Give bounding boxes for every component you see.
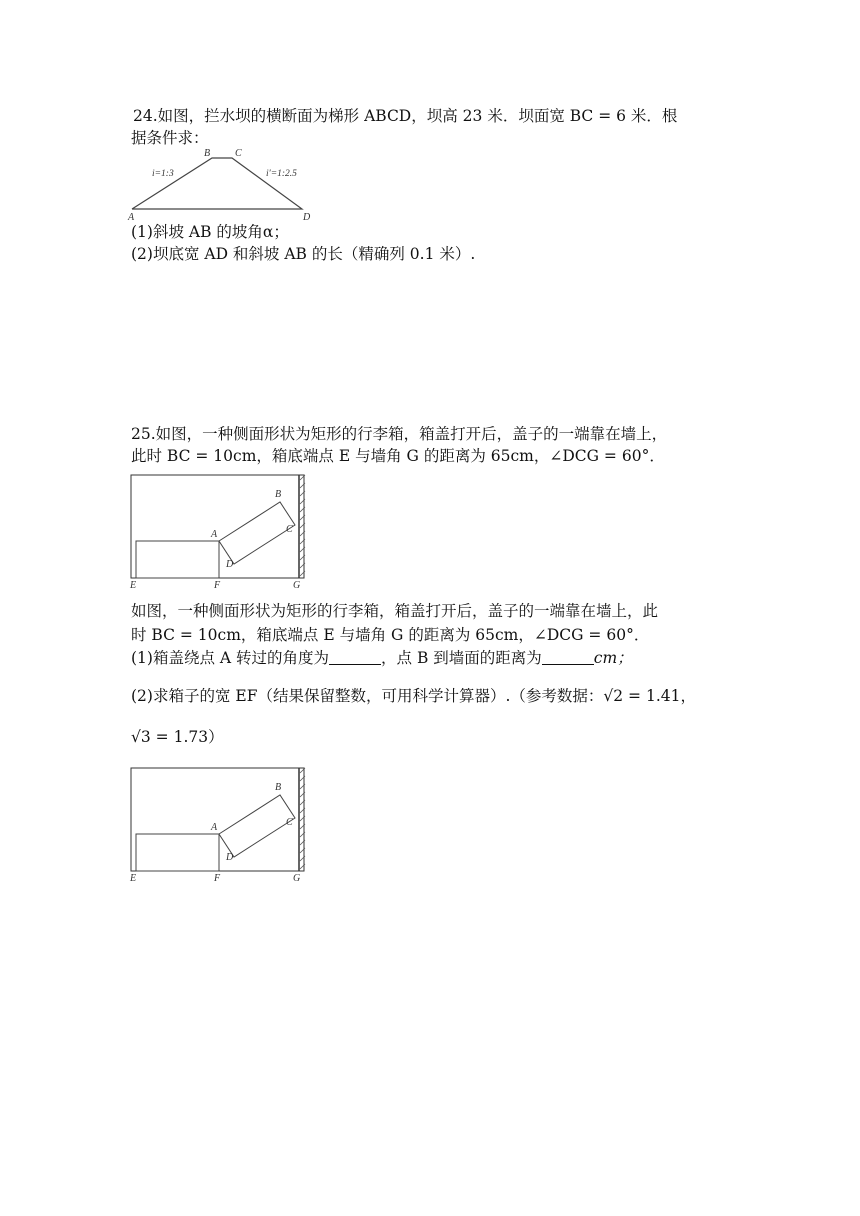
label-F: F xyxy=(214,580,221,591)
suitcase-diagram-2 xyxy=(128,767,308,883)
label-C: C xyxy=(286,817,293,828)
answer-blank-distance xyxy=(542,650,594,665)
label-E: E xyxy=(130,580,137,591)
q25-line1: 25.如图，一种侧面形状为矩形的行李箱，箱盖打开后，盖子的一端靠在墙上， xyxy=(131,425,668,443)
label-D: D xyxy=(226,852,234,863)
q25-part1-c: cm； xyxy=(593,649,633,667)
label-B: B xyxy=(275,782,282,793)
suitcase-lid xyxy=(219,795,295,857)
answer-blank-angle xyxy=(329,650,381,665)
slope-right: i′=1:2.5 xyxy=(266,169,297,179)
label-G: G xyxy=(293,873,301,884)
trapezoid-diagram xyxy=(128,146,328,224)
q25-line2: 此时 BC = 10cm，箱底端点 E 与墙角 G 的距离为 65cm，∠DCG = 60°． xyxy=(131,447,665,465)
suitcase-diagram-1 xyxy=(128,474,308,590)
q24-part1: (1)斜坡 AB 的坡角α； xyxy=(131,223,289,241)
label-C: C xyxy=(235,148,242,159)
q24-line1: 24.如图，拦水坝的横断面为梯形 ABCD，坝高 23 米．坝面宽 BC = 6 米．根 xyxy=(133,107,678,125)
q24-line2: 据条件求： xyxy=(131,129,209,147)
label-A: A xyxy=(211,529,218,540)
label-B: B xyxy=(275,489,282,500)
suitcase-body xyxy=(136,541,219,578)
q25-repeat1: 如图，一种侧面形状为矩形的行李箱，箱盖打开后，盖子的一端靠在墙上，此 xyxy=(131,602,659,620)
trapezoid-outline xyxy=(132,158,302,209)
label-C: C xyxy=(286,524,293,535)
label-D: D xyxy=(303,212,311,223)
label-G: G xyxy=(293,580,301,591)
slope-left: i=1:3 xyxy=(152,169,174,179)
label-A: A xyxy=(128,212,135,223)
suitcase-body xyxy=(136,834,219,871)
label-F: F xyxy=(214,873,221,884)
label-D: D xyxy=(226,559,234,570)
q25-part2-cont: √3 = 1.73） xyxy=(131,728,224,746)
q25-part1 xyxy=(131,648,633,668)
label-E: E xyxy=(130,873,137,884)
q24-part2: (2)坝底宽 AD 和斜坡 AB 的长（精确列 0.1 米）. xyxy=(131,245,476,263)
label-B: B xyxy=(204,148,211,159)
q25-part1-b: ，点 B 到墙面的距离为 xyxy=(381,649,542,667)
q25-repeat2: 时 BC = 10cm，箱底端点 E 与墙角 G 的距离为 65cm，∠DCG = 60°． xyxy=(131,626,650,644)
q25-part2: (2)求箱子的宽 EF（结果保留整数，可用科学计算器）.（参考数据：√2 = 1.41， xyxy=(131,687,696,705)
label-A: A xyxy=(211,822,218,833)
q25-part1-a: (1)箱盖绕点 A 转过的角度为 xyxy=(131,649,330,667)
suitcase-lid xyxy=(219,502,295,564)
